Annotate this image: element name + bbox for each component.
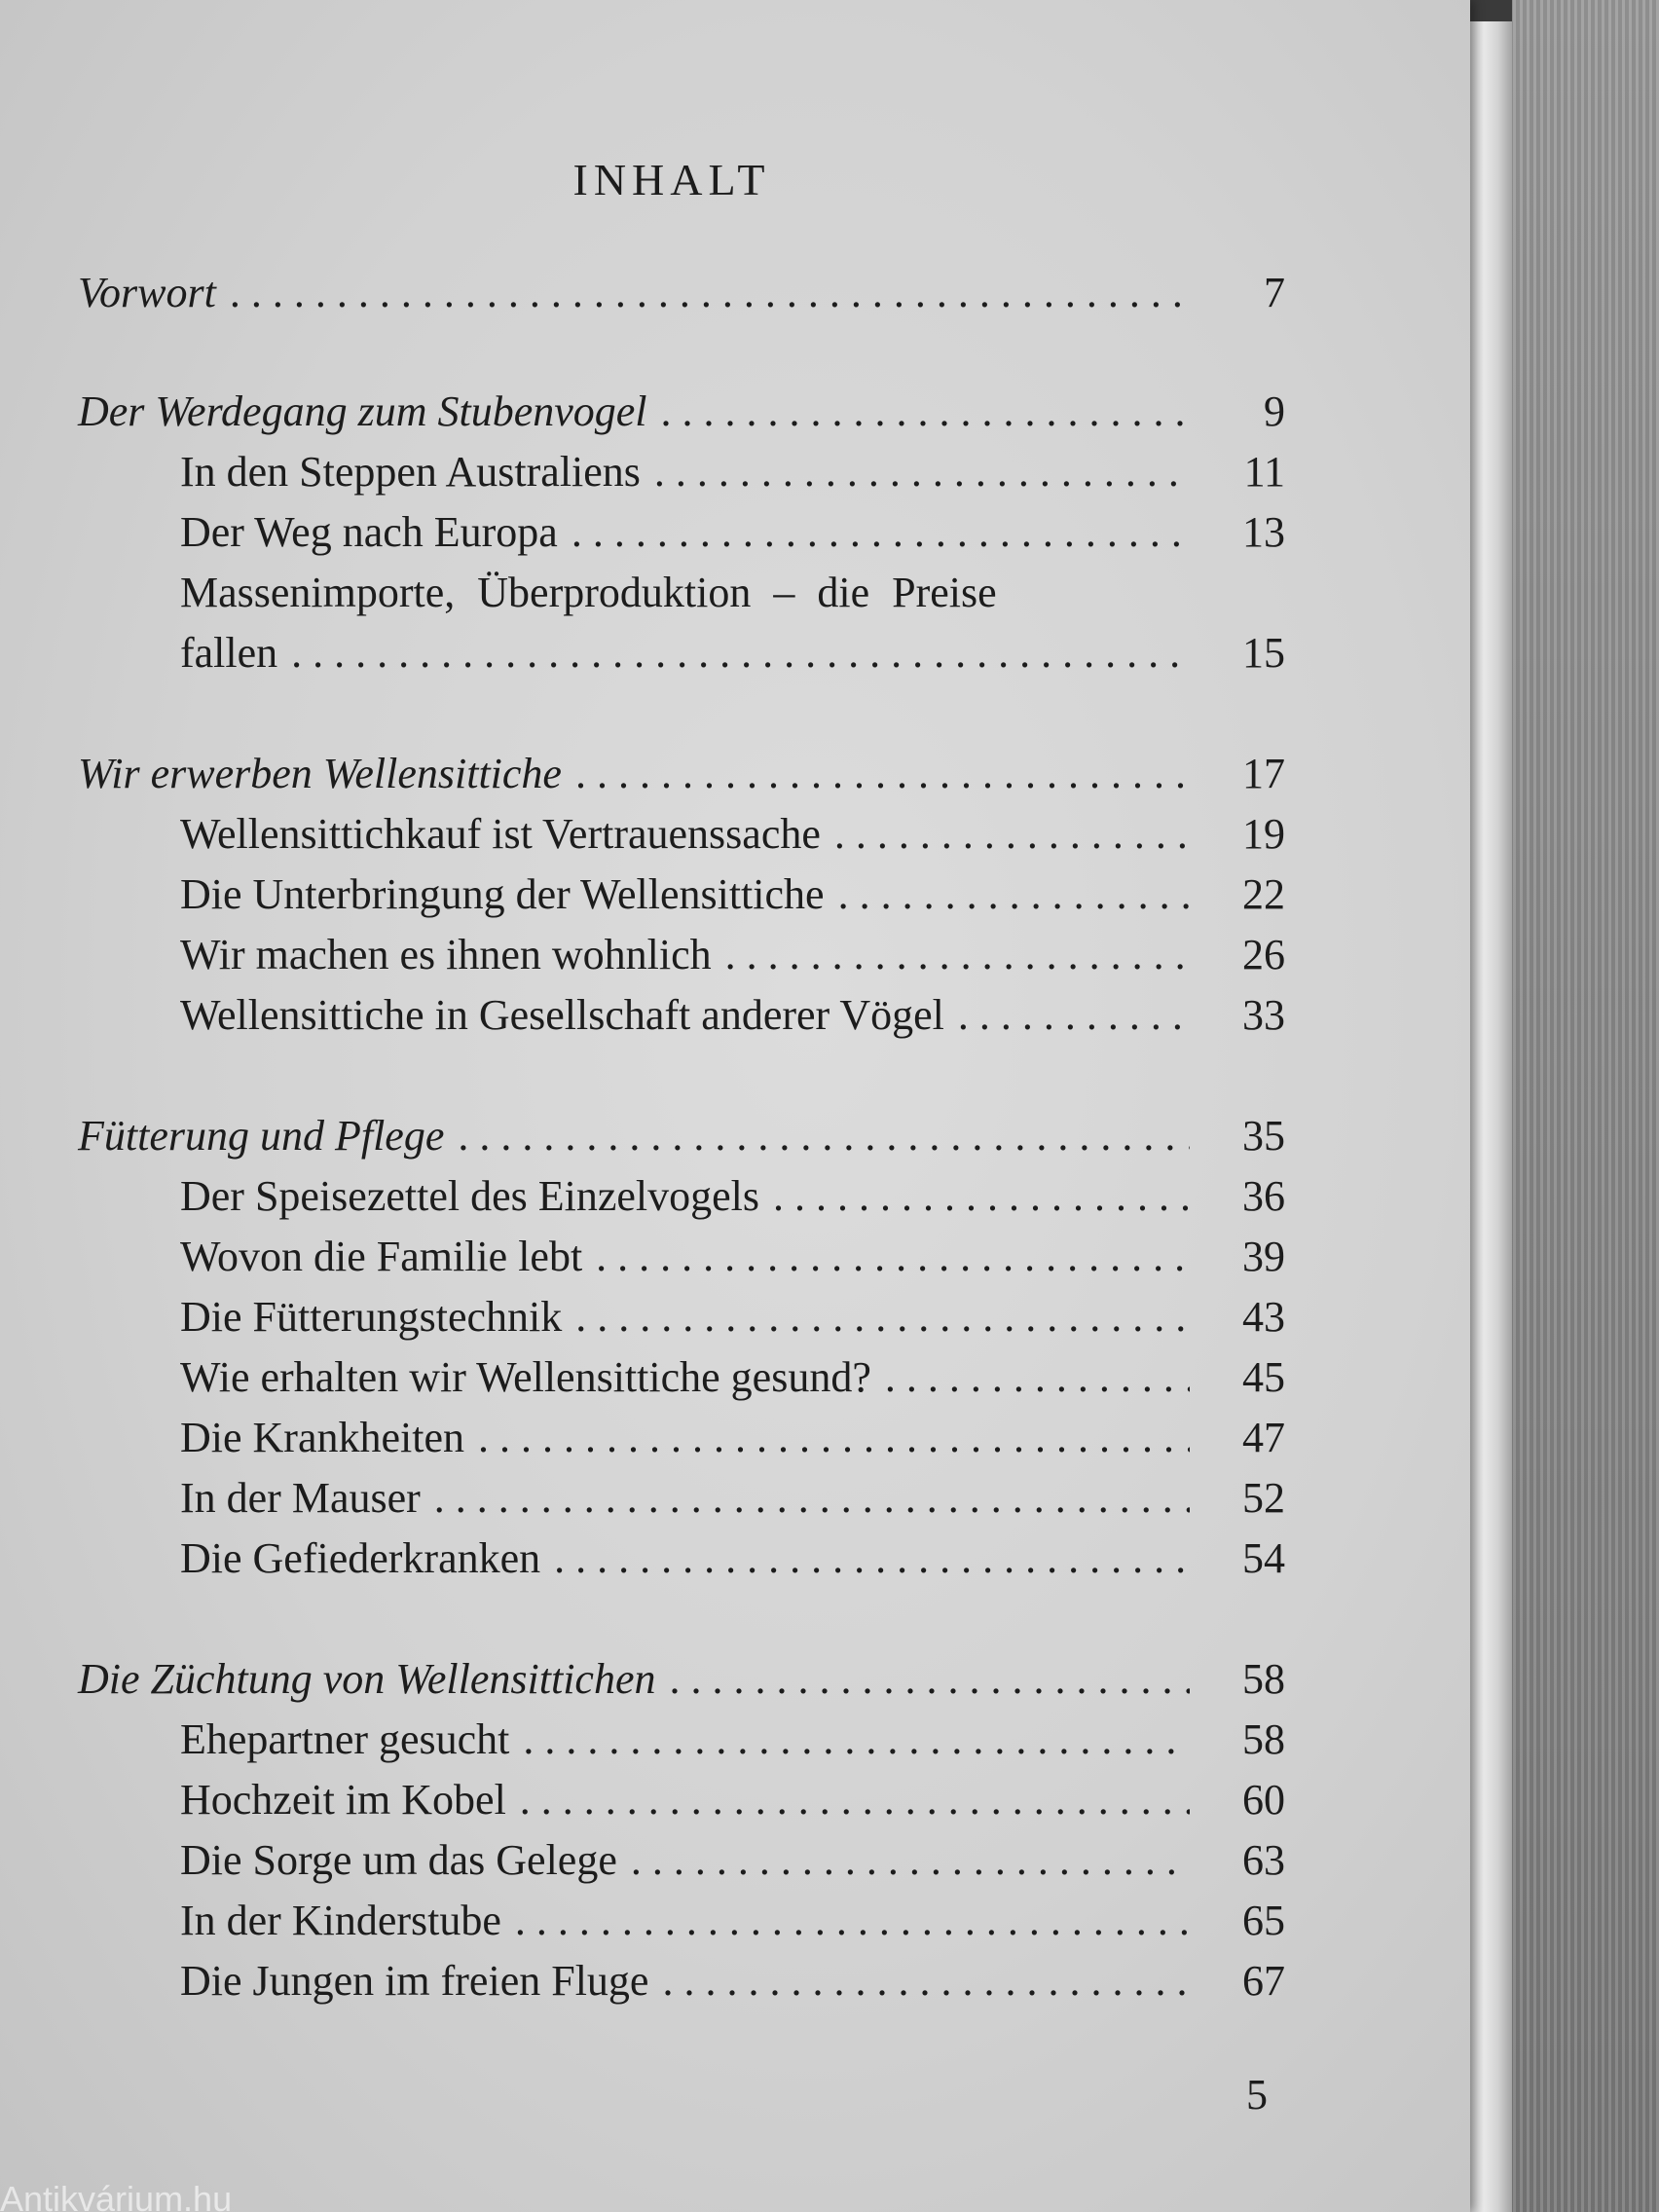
page-number: 52 [1242,1474,1285,1522]
leader-dots [515,1891,1190,1951]
chapter-title: Die Züchtung von Wellensittichen [78,1655,656,1703]
item-title: Die Fütterungstechnik [180,1293,563,1341]
leader-dots [725,925,1190,985]
toc-chapter-row [78,744,1285,804]
toc-chapter-row [78,1106,1285,1166]
toc-item-row [78,1710,1285,1770]
leader-dots [669,1649,1190,1710]
leader-dots [434,1468,1190,1529]
leader-dots [885,1347,1190,1408]
item-title-line2: fallen [180,629,278,677]
chapter-title: Vorwort [78,269,216,316]
item-title-line1: Massenimporte, Überproduktion – die Preise [180,569,997,616]
toc-item-row [78,1891,1285,1951]
toc-chapter-row [78,263,1285,323]
leader-dots [596,1227,1190,1287]
toc-item-row [78,1468,1285,1529]
page-number: 13 [1242,508,1285,556]
page-number: 17 [1242,750,1285,797]
item-title: Wir machen es ihnen wohnlich [180,931,712,978]
leader-dots [662,1951,1190,2011]
page-number: 39 [1242,1233,1285,1280]
page-number: 22 [1242,870,1285,918]
page-number: 19 [1242,810,1285,858]
toc-section-erwerben [78,744,1285,1046]
item-title: Der Speisezettel des Einzelvogels [180,1172,760,1220]
toc-item-row [78,1529,1285,1589]
leader-dots [575,1287,1190,1347]
toc-item-row [78,1770,1285,1830]
page-number: 43 [1242,1293,1285,1341]
item-title: Wovon die Familie lebt [180,1233,583,1280]
page-number: 7 [1264,269,1285,316]
leader-dots [654,442,1190,502]
toc-item-row [78,1227,1285,1287]
item-title: Die Jungen im freien Fluge [180,1957,649,2005]
toc-item-row [78,1830,1285,1891]
toc-section-zuechtung [78,1649,1285,2011]
toc-item-row [78,1408,1285,1468]
item-title: Die Unterbringung der Wellensittiche [180,870,825,918]
page-number: 67 [1242,1957,1285,2005]
toc-item-row [78,925,1285,985]
toc-item-row [78,1347,1285,1408]
leader-dots [478,1408,1190,1468]
page-number: 11 [1243,448,1285,496]
leader-dots [958,985,1190,1046]
item-title: Wie erhalten wir Wellensittiche gesund? [180,1353,871,1401]
item-title: Hochzeit im Kobel [180,1776,506,1824]
page-number: 58 [1242,1715,1285,1763]
leader-dots [571,502,1190,563]
leader-dots [520,1770,1190,1830]
item-title: In der Kinderstube [180,1897,501,1944]
toc-section-werdegang [78,382,1285,683]
toc-chapter-row [78,1649,1285,1710]
toc-section-fuetterung [78,1106,1285,1589]
page-number: 60 [1242,1776,1285,1824]
item-title: Die Sorge um das Gelege [180,1836,617,1884]
page-number: 47 [1242,1414,1285,1461]
page-number: 26 [1242,931,1285,978]
leader-dots [291,623,1190,683]
toc-item-row [78,442,1285,502]
page-number: 35 [1242,1112,1285,1160]
chapter-title: Wir erwerben Wellensittiche [78,750,562,797]
toc-item-row [78,1166,1285,1227]
leader-dots [838,865,1190,925]
leader-dots [575,744,1190,804]
toc-item-row-wrapped-line1 [78,563,1285,623]
leader-dots [230,263,1190,323]
leader-dots [661,382,1190,442]
leader-dots [554,1529,1190,1589]
page-number: 9 [1264,387,1285,435]
item-title: Die Krankheiten [180,1414,464,1461]
item-title: Der Weg nach Europa [180,508,558,556]
watermark: Antikvárium.hu [0,2179,233,2212]
item-title: In der Mauser [180,1474,421,1522]
page-number: 65 [1242,1897,1285,1944]
toc-item-row [78,985,1285,1046]
page-number: 58 [1242,1655,1285,1703]
page-number: 45 [1242,1353,1285,1401]
toc-item-row [78,1287,1285,1347]
toc-item-row [78,804,1285,865]
page-number: 33 [1242,991,1285,1039]
leader-dots [834,804,1190,865]
page-number: 15 [1242,629,1285,677]
leader-dots [523,1710,1190,1770]
item-title: Wellensittichkauf ist Vertrauenssache [180,810,821,858]
toc-item-row [78,865,1285,925]
page-number: 63 [1242,1836,1285,1884]
toc-item-row [78,502,1285,563]
item-title: Die Gefiederkranken [180,1534,541,1582]
folio-page-number: 5 [1246,2071,1268,2119]
item-title: Ehepartner gesucht [180,1715,510,1763]
item-title: In den Steppen Australiens [180,448,641,496]
page-title: INHALT [572,155,771,204]
toc-chapter-row [78,382,1285,442]
page-number: 36 [1242,1172,1285,1220]
chapter-title: Der Werdegang zum Stubenvogel [78,387,647,435]
item-title: Wellensittiche in Gesellschaft anderer Vögel [180,991,944,1039]
table-of-contents [78,263,1285,2072]
leader-dots [773,1166,1190,1227]
chapter-title: Fütterung und Pflege [78,1112,445,1160]
book-cover-edge [1465,0,1512,2212]
page-number: 54 [1242,1534,1285,1582]
background-texture [1499,0,1659,2212]
leader-dots [631,1830,1190,1891]
toc-item-row [78,1951,1285,2011]
toc-section-vorwort [78,263,1285,323]
leader-dots [458,1106,1190,1166]
toc-item-row-wrapped-line2 [78,623,1285,683]
